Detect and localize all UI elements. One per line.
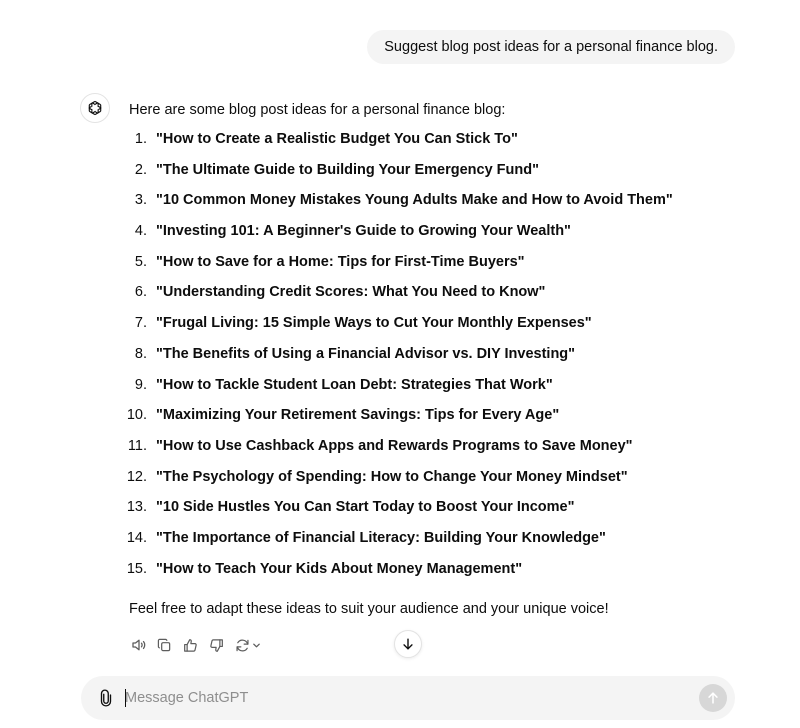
ideas-list <box>126 129 749 589</box>
list-item-text: "The Benefits of Using a Financial Advisor vs. DIY Investing" <box>156 345 576 362</box>
list-item-text: "The Importance of Financial Literacy: Building Your Knowledge" <box>156 529 606 546</box>
list-item <box>129 313 749 344</box>
list-item-number: 12. <box>126 468 147 485</box>
list-item-text: "The Ultimate Guide to Building Your Emergency Fund" <box>156 161 539 178</box>
openai-logo-icon <box>80 93 110 123</box>
list-item-text: "Maximizing Your Retirement Savings: Tips for Every Age" <box>156 407 560 424</box>
list-item <box>129 160 749 191</box>
list-item-text: "Investing 101: A Beginner's Guide to Growing Your Wealth" <box>156 223 571 240</box>
list-item-text: "How to Teach Your Kids About Money Management" <box>156 560 523 577</box>
list-item-number: 9. <box>134 376 147 393</box>
list-item <box>129 129 749 160</box>
attach-button[interactable] <box>95 687 117 709</box>
list-item <box>126 405 749 436</box>
list-item-number: 8. <box>134 345 147 362</box>
thumbs-down-icon <box>209 638 224 653</box>
list-item-number: 7. <box>134 315 147 332</box>
list-item-text: "How to Use Cashback Apps and Rewards Programs to Save Money" <box>156 437 633 454</box>
message-actions <box>129 634 263 656</box>
list-item-text: "Frugal Living: 15 Simple Ways to Cut Your Monthly Expenses" <box>156 315 592 332</box>
assistant-closing: Feel free to adapt these ideas to suit your audience and your unique voice! <box>129 601 609 618</box>
list-item-number: 5. <box>134 253 147 270</box>
list-item-number: 15. <box>126 560 147 577</box>
read-aloud-button[interactable] <box>129 634 148 656</box>
copy-icon <box>157 638 172 653</box>
message-input[interactable] <box>125 684 685 712</box>
list-item-text: "Understanding Credit Scores: What You Need to Know" <box>156 284 546 301</box>
list-item-number: 13. <box>126 499 147 516</box>
list-item-number: 4. <box>134 223 147 240</box>
thumbs-up-icon <box>183 638 198 653</box>
paperclip-icon <box>97 689 115 707</box>
thumbs-up-button[interactable] <box>181 634 200 656</box>
list-item-number: 2. <box>134 161 147 178</box>
speaker-icon <box>131 637 147 653</box>
list-item-number: 10. <box>126 407 147 424</box>
list-item-text: "How to Tackle Student Loan Debt: Strategies That Work" <box>156 376 553 393</box>
text-cursor <box>125 689 126 707</box>
list-item <box>129 282 749 313</box>
list-item <box>129 436 749 467</box>
list-item-number: 1. <box>134 131 147 147</box>
regenerate-button[interactable] <box>233 634 263 656</box>
user-message-bubble: Suggest blog post ideas for a personal finance blog. <box>367 30 735 64</box>
list-item <box>126 467 749 498</box>
list-item-number: 11. <box>127 437 147 454</box>
list-item-text: "The Psychology of Spending: How to Change Your Money Mindset" <box>156 468 628 485</box>
list-item <box>126 497 749 528</box>
message-composer <box>81 676 735 720</box>
list-item <box>129 344 749 375</box>
chevron-down-icon <box>252 641 261 650</box>
copy-button[interactable] <box>155 634 174 656</box>
list-item <box>129 375 749 406</box>
list-item <box>129 221 749 252</box>
list-item <box>126 528 749 559</box>
list-item <box>129 252 749 283</box>
scroll-to-bottom-button[interactable] <box>394 630 422 658</box>
assistant-message <box>126 98 749 621</box>
arrow-down-icon <box>401 637 415 651</box>
list-item-text: "How to Create a Realistic Budget You Can Stick To" <box>156 131 518 147</box>
list-item-number: 3. <box>134 192 147 209</box>
arrow-up-icon <box>706 691 720 705</box>
send-button[interactable] <box>699 684 727 712</box>
list-item-text: "10 Side Hustles You Can Start Today to Boost Your Income" <box>156 499 575 516</box>
list-item <box>126 559 749 590</box>
list-item-text: "10 Common Money Mistakes Young Adults Make and How to Avoid Them" <box>156 192 673 209</box>
refresh-icon <box>235 638 250 653</box>
list-item-number: 14. <box>126 529 147 546</box>
assistant-intro: Here are some blog post ideas for a personal finance blog: <box>129 102 506 118</box>
list-item-number: 6. <box>134 284 147 301</box>
list-item-text: "How to Save for a Home: Tips for First-Time Buyers" <box>156 253 525 270</box>
list-item <box>129 190 749 221</box>
thumbs-down-button[interactable] <box>207 634 226 656</box>
